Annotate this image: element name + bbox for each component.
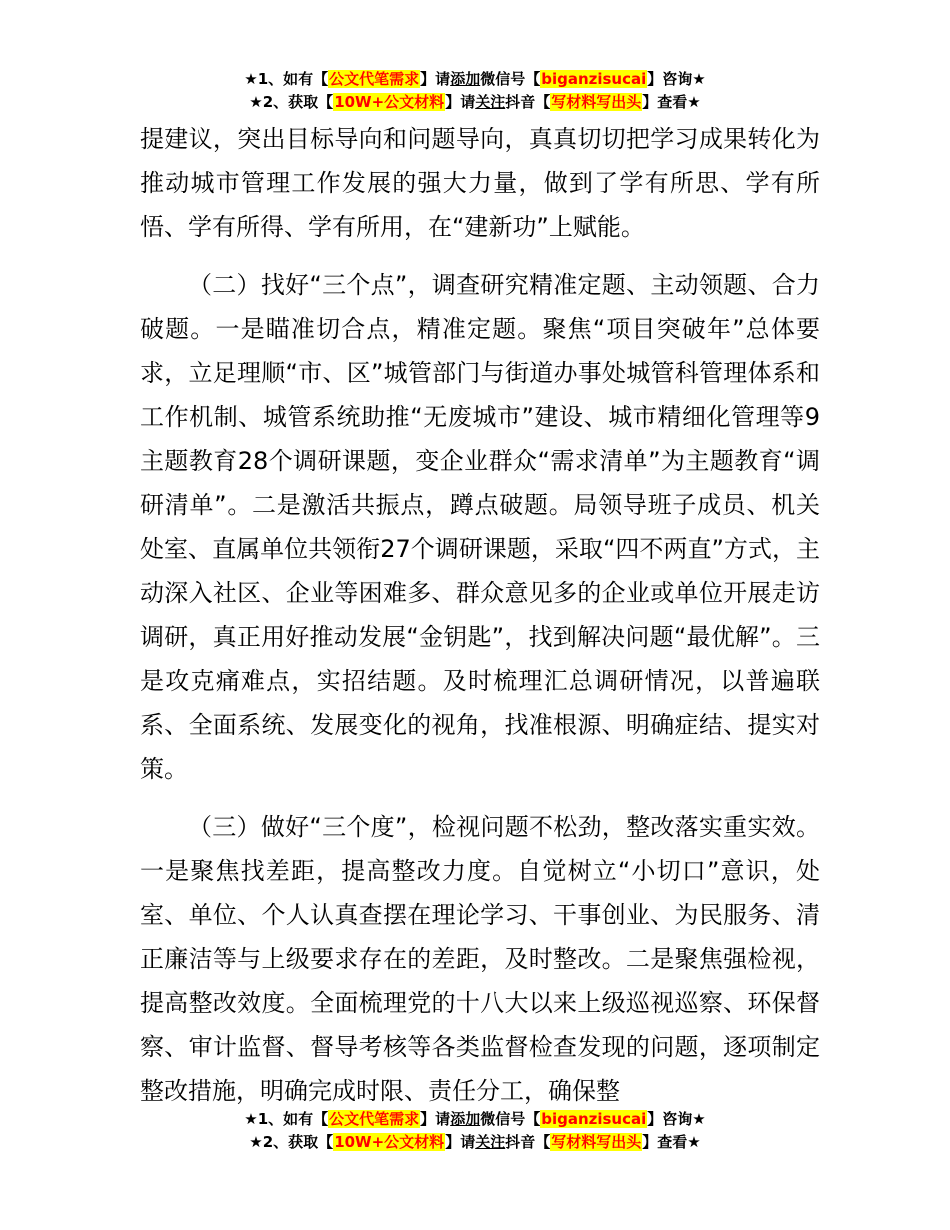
- underlined-text: 关注: [475, 93, 506, 111]
- banner-line-2: [0, 1131, 950, 1154]
- highlight-materials: 10W+公文材料: [334, 93, 445, 111]
- banner-text: ★1、如有【: [244, 1110, 329, 1128]
- banner-text: 】咨询★: [647, 1110, 706, 1128]
- highlight-materials: 10W+公文材料: [334, 1133, 445, 1151]
- highlight-service: 公文代笔需求: [329, 70, 420, 88]
- underlined-text: 添加: [450, 1110, 481, 1128]
- banner-text: 抖音【: [505, 1133, 551, 1151]
- banner-text: ★2、获取【: [249, 1133, 334, 1151]
- banner-line-1: [0, 68, 950, 91]
- banner-text: 微信号【: [480, 1110, 541, 1128]
- body-paragraph: （二）找好“三个点”，调查研究精准定题、主动领题、合力破题。一是瞄准切合点，精准定题。聚焦“项目突破年”总体要求，立足理顺“市、区”城管部门与街道办事处城管科管理体系和工作机制、城管系统助推“无废城市”建设、城市精细化管理等9主题教育28个调研课题，变企业群众“需求清单”为主题教育“调研清单”。二是激活共振点，蹲点破题。局领导班子成员、机关处室、直属单位共领衔27个调研课题，采取“四不两直”方式，主动深入社区、企业等困难多、群众意见多的企业或单位开展走访调研，真正用好推动发展“金钥匙”，找到解决问题“最优解”。三是攻克痛难点，实招结题。及时梳理汇总调研情况，以普遍联系、全面系统、发展变化的视角，找准根源、明确症结、提实对策。: [140, 271, 820, 783]
- banner-text: 】咨询★: [647, 70, 706, 88]
- banner-text: 抖音【: [505, 93, 551, 111]
- highlight-douyin: 写材料写出头: [551, 93, 642, 111]
- header-banner: [0, 68, 950, 114]
- highlight-douyin: 写材料写出头: [551, 1133, 642, 1151]
- document-body: [140, 117, 820, 1113]
- underlined-text: 添加: [450, 70, 481, 88]
- banner-text: 】查看★: [642, 93, 701, 111]
- banner-text: 】请: [420, 1110, 451, 1128]
- banner-text: 】请: [445, 1133, 476, 1151]
- footer-banner: [0, 1108, 950, 1154]
- banner-text: ★1、如有【: [244, 70, 329, 88]
- banner-text: 】查看★: [642, 1133, 701, 1151]
- banner-text: 】请: [420, 70, 451, 88]
- banner-line-2: [0, 91, 950, 114]
- body-paragraph: 提建议，突出目标导向和问题导向，真真切切把学习成果转化为推动城市管理工作发展的强大力量，做到了学有所思、学有所悟、学有所得、学有所用，在“建新功”上赋能。: [140, 125, 820, 241]
- highlight-wechat-id: biganzisucai: [541, 1110, 647, 1128]
- body-paragraph: （三）做好“三个度”，检视问题不松劲，整改落实重实效。一是聚焦找差距，提高整改力度。自觉树立“小切口”意识，处室、单位、个人认真查摆在理论学习、干事创业、为民服务、清正廉洁等与上级要求存在的差距，及时整改。二是聚焦强检视，提高整改效度。全面梳理党的十八大以来上级巡视巡察、环保督察、审计监督、督导考核等各类监督检查发现的问题，逐项制定整改措施，明确完成时限、责任分工，确保整: [140, 813, 820, 1105]
- banner-text: 微信号【: [480, 70, 541, 88]
- banner-line-1: [0, 1108, 950, 1131]
- banner-text: ★2、获取【: [249, 93, 334, 111]
- highlight-service: 公文代笔需求: [329, 1110, 420, 1128]
- highlight-wechat-id: biganzisucai: [541, 70, 647, 88]
- banner-text: 】请: [445, 93, 476, 111]
- underlined-text: 关注: [475, 1133, 506, 1151]
